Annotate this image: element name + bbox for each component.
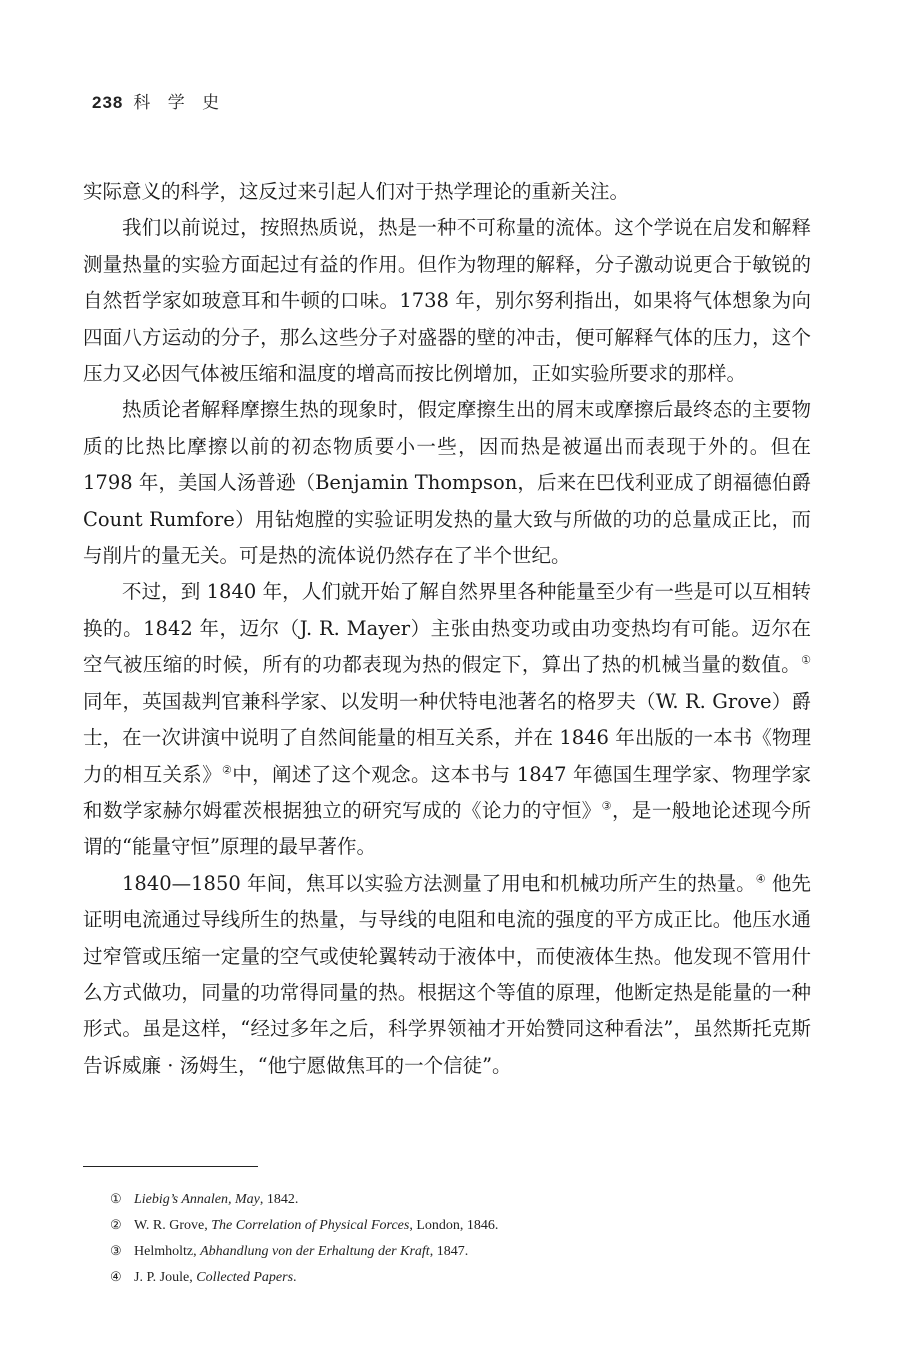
footnote-title: Collected Papers bbox=[196, 1270, 294, 1285]
paragraph-text: 1840—1850 年间，焦耳以实验方法测量了用电和机械功所产生的热量。 bbox=[122, 871, 756, 895]
footnote-details: , 1842. bbox=[259, 1192, 299, 1207]
body-text bbox=[83, 174, 811, 1084]
footnote-marker: ② bbox=[110, 1217, 122, 1232]
footnote-title: Liebig’s Annalen, May bbox=[134, 1192, 260, 1207]
footnote-item bbox=[110, 1238, 750, 1264]
footnote-title: Abhandlung von der Erhaltung der Kraft bbox=[200, 1244, 430, 1259]
paragraph-text: 他先证明电流通过导线所生的热量，与导线的电阻和电流的强度的平方成正比。他压水通过窄管或压缩一定量的空气或使轮翼转动于液体中，而使液体生热。他发现不管用什么方式做功，同量的功常得同量的热。根据这个等值的原理，他断定热是能量的一种形式。虽是这样，“经过多年之后，科学界领袖才开始赞同这种看法”，虽然斯托克斯告诉威廉 · 汤姆生，“他宁愿做焦耳的一个信徒”。 bbox=[83, 871, 812, 1077]
paragraph-text: 热质论者解释摩擦生热的现象时，假定摩擦生出的屑末或摩擦后最终态的主要物质的比热比摩擦以前的初态物质要小一些，因而热是被逼出而表现于外的。但在 1798 年，美国人汤普逊（Benjamin Thompson，后来在巴伐利亚成了朗福德伯爵Count Rumfore）用钻炮膛的实验证明发热的量大致与所做的功的总量成正比，而与削片的量无关。可是热的流体说仍然存在了半个世纪。 bbox=[83, 398, 811, 568]
paragraph-text: 实际意义的科学，这反过来引起人们对于热学理论的重新关注。 bbox=[83, 180, 630, 203]
paragraph-text: 我们以前说过，按照热质说，热是一种不可称量的流体。这个学说在启发和解释测量热量的实验方面起过有益的作用。但作为物理的解释，分子激动说更合于敏锐的自然哲学家如玻意耳和牛顿的口味。1738 年，别尔努利指出，如果将气体想象为向四面八方运动的分子，那么这些分子对盛器的壁的冲击，便可解释气体的压力，这个压力又必因气体被压缩和温度的增高而按比例增加，正如实验所要求的那样。 bbox=[83, 216, 811, 386]
footnote-rule bbox=[83, 1166, 258, 1167]
paragraph bbox=[83, 174, 811, 210]
paragraph bbox=[83, 574, 811, 865]
footnote-author: J. P. Joule, bbox=[134, 1270, 197, 1285]
footnote-author: Helmholtz, bbox=[134, 1244, 201, 1259]
running-head bbox=[92, 88, 225, 113]
paragraph bbox=[83, 392, 811, 574]
footnote-item bbox=[110, 1212, 750, 1238]
paragraph-text: 同年，英国裁判官兼科学家、以发明一种伏特电池著名的格罗夫（W. R. Grove）爵士，在一次讲演中说明了自然间能量的相互关系，并在 1846 年出版的一本书《物理力的相互关系》 bbox=[83, 689, 811, 786]
paragraph bbox=[83, 210, 811, 392]
footnote-marker: ④ bbox=[110, 1269, 122, 1284]
paragraph-text: 中，阐述了这个观念。这本书与 1847 年德国生理学家、物理学家和数学家赫尔姆霍茨根据独立的研究写成的《论力的守恒》 bbox=[83, 762, 811, 822]
footnote-details: . bbox=[293, 1270, 297, 1285]
page-number: 238 bbox=[92, 93, 124, 112]
paragraph-text: ，是一般地论述现今所谓的“能量守恒”原理的最早著作。 bbox=[83, 798, 811, 859]
paragraph bbox=[83, 866, 811, 1084]
footnote-author: W. R. Grove, bbox=[134, 1218, 212, 1233]
running-title: 科 学 史 bbox=[133, 93, 226, 113]
footnote-reference: ② bbox=[222, 763, 233, 776]
footnote-marker: ③ bbox=[110, 1243, 122, 1258]
footnote-reference: ③ bbox=[601, 799, 612, 813]
footnote-details: , 1847. bbox=[429, 1244, 469, 1259]
footnote-reference: ④ bbox=[755, 872, 766, 886]
footnotes bbox=[110, 1186, 750, 1290]
footnote-item bbox=[110, 1186, 750, 1212]
footnote-item bbox=[110, 1264, 750, 1290]
paragraph-text: 不过，到 1840 年，人们就开始了解自然界里各种能量至少有一些是可以互相转换的。1842 年，迈尔（J. R. Mayer）主张由热变功或由功变热均有可能。迈尔在空气被压缩的时候，所有的功都表现为热的假定下，算出了热的机械当量的数值。 bbox=[83, 580, 811, 677]
footnote-marker: ① bbox=[110, 1191, 122, 1206]
footnote-title: The Correlation of Physical Forces bbox=[211, 1218, 410, 1233]
footnote-reference: ① bbox=[801, 653, 811, 667]
footnote-details: , London, 1846. bbox=[409, 1218, 499, 1233]
